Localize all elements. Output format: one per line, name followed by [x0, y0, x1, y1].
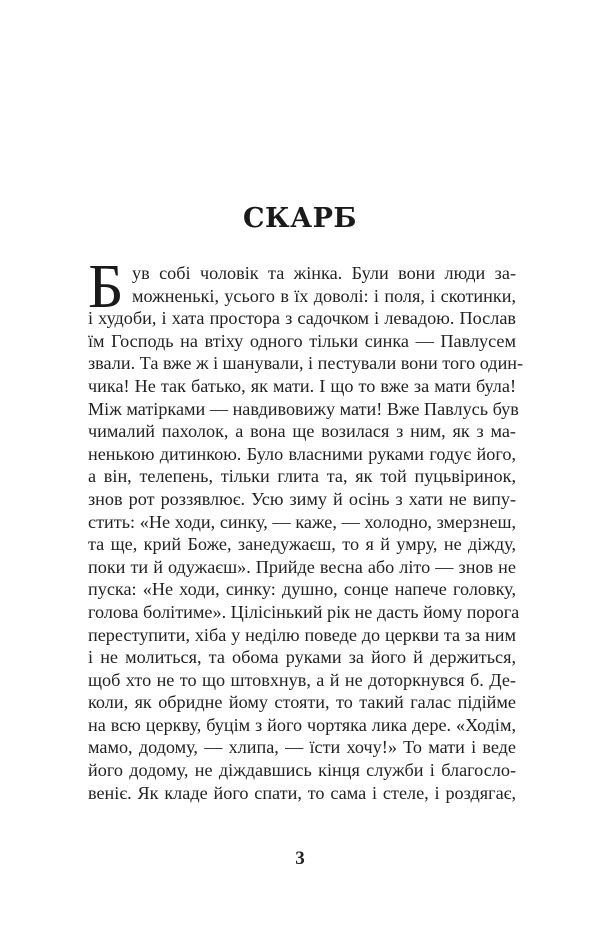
text-line: голова болітиме». Цілісінький рік не дасть йому порога — [88, 601, 520, 622]
text-line: звали. Та вже ж і шанували, і пестували вони того один- — [88, 353, 524, 374]
text-line: та ще, крий Боже, занедужаєш, то я й умру, не дiжду, — [88, 534, 516, 555]
text-line: чика! Не так батько, як мати. І що то вже за мати була! — [88, 375, 516, 396]
text-line: його додому, не діждавшись кінця служби і благосло- — [88, 760, 516, 781]
drop-cap: Б — [88, 253, 124, 321]
text-line: і худоби, і хата простора з садочком і левадою. Послав — [88, 308, 516, 329]
text-line: щоб хто не то що штовхнув, а й не доторкнувся б. Де- — [88, 669, 516, 690]
text-line: і не молиться, та обома руками за його й держиться, — [88, 647, 516, 668]
text-line: на всю церкву, буцім з його чортяка лика дере. «Ходім, — [88, 714, 516, 735]
text-line: коли, як обридне йому стояти, то такий галас підійме — [88, 692, 516, 713]
text-line: ув собі чоловік та жінка. Були вони люди за- — [132, 263, 516, 283]
text-line: ненькою дитинкою. Було власними руками годує його, — [88, 443, 516, 464]
text-line: стить: «Не ходи, синку, — каже, — холодно, змерзнеш, — [88, 511, 516, 532]
chapter-title: СКАРБ — [243, 203, 357, 234]
text-line: переступити, хіба у неділю поведе до церкви та за ним — [88, 624, 516, 645]
body-text — [88, 253, 524, 804]
text-line: поки ти й одужаєш». Прийде весна або літо — знов не — [88, 556, 516, 577]
page-number: 3 — [295, 848, 305, 869]
text-line: пуска: «Не ходи, синку: душно, сонце напече головку, — [88, 579, 516, 600]
text-line: Між матірками — навдивовижу мати! Вже Павлусь був — [88, 398, 519, 419]
text-line: а він, телепень, тільки глита та, як той пуцьвіринок, — [88, 466, 516, 487]
text-line: чималий пахолок, а вона ще возилася з ним, як з ма- — [88, 421, 516, 442]
text-line: знов рот роззявлює. Усю зиму й осінь з хати не випу- — [88, 488, 516, 509]
text-line: мамо, додому, — хлипа, — їсти хочу!» То мати і веде — [88, 737, 516, 758]
text-line: можненькі, усього в їх доволі: і поля, і скотинки, — [132, 285, 516, 306]
text-line: їм Господь на втіху одного тільки синка — Павлусем — [88, 330, 516, 351]
text-line: веніє. Як кладе його спати, то сама і стеле, і роздягає, — [88, 782, 516, 803]
